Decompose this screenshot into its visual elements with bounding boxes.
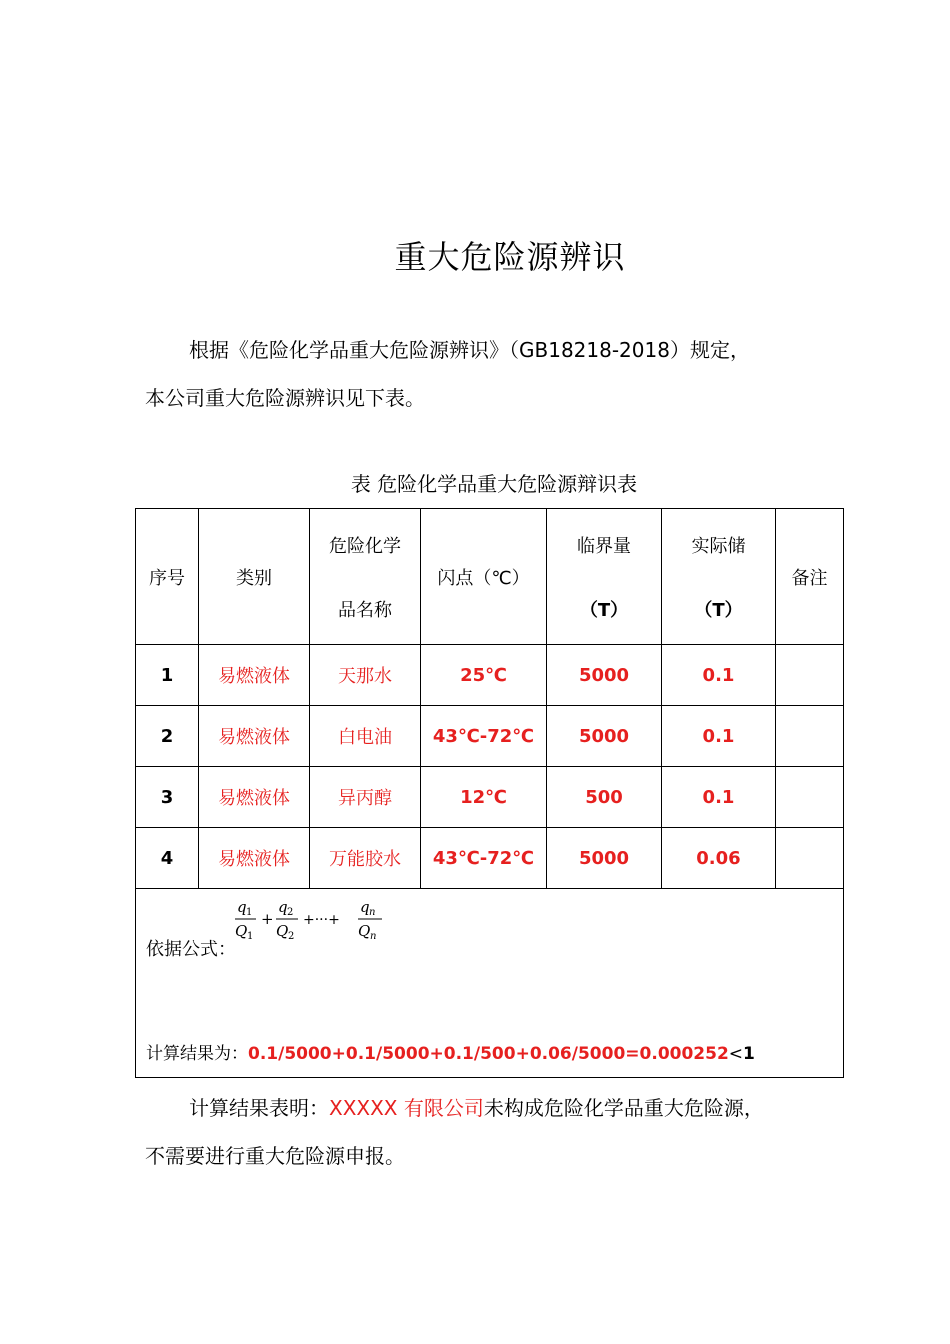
conclusion-line-2: 不需要进行重大危险源申报。 — [145, 1144, 405, 1168]
hazard-table — [135, 508, 844, 1078]
cell-seq: 3 — [136, 767, 199, 828]
cell-critical: 5000 — [547, 645, 662, 706]
formula-basis-label: 依据公式： — [146, 939, 236, 960]
table-caption: 表 危险化学品重大危险源辩识表 — [350, 472, 638, 496]
formula-q2: q — [278, 898, 288, 916]
table-row — [136, 767, 844, 828]
cell-category: 易燃液体 — [199, 645, 310, 706]
table-row — [136, 706, 844, 767]
cell-remark — [776, 706, 844, 767]
header-critical: 临界量 （T） — [547, 509, 662, 645]
cell-storage: 0.06 — [662, 828, 776, 889]
result-lt: < — [728, 1044, 744, 1064]
header-name: 危险化学 品名称 — [310, 509, 421, 645]
formula-qn-sub: n — [369, 907, 376, 918]
formula-qn: q — [360, 898, 370, 916]
cell-remark — [776, 828, 844, 889]
result-label: 计算结果为： — [146, 1044, 248, 1064]
cell-remark — [776, 767, 844, 828]
header-storage: 实际储 （T） — [662, 509, 776, 645]
intro-line-1: 根据《危险化学品重大危险源辨识》（GB18218-2018）规定， — [189, 338, 750, 362]
cell-flash: 25℃ — [421, 645, 547, 706]
cell-name: 白电油 — [310, 706, 421, 767]
table-row — [136, 828, 844, 889]
formula-q2-sub: 2 — [287, 907, 294, 918]
formula-dots: +···+ — [303, 912, 340, 928]
formula-Q2: Q — [276, 922, 289, 940]
page-title: 重大危险源辨识 — [394, 238, 626, 276]
conclusion-paragraph — [145, 1084, 835, 1180]
formula-Qn-sub: n — [370, 931, 377, 942]
formula-q1-sub: 1 — [246, 907, 253, 918]
cell-category: 易燃液体 — [199, 706, 310, 767]
cell-critical: 5000 — [547, 828, 662, 889]
header-seq: 序号 — [136, 509, 199, 645]
cell-name: 万能胶水 — [310, 828, 421, 889]
cell-storage: 0.1 — [662, 645, 776, 706]
header-category: 类别 — [199, 509, 310, 645]
table-row — [136, 645, 844, 706]
formula-q1: q — [237, 898, 247, 916]
cell-name: 天那水 — [310, 645, 421, 706]
cell-seq: 1 — [136, 645, 199, 706]
cell-remark — [776, 645, 844, 706]
conclusion-line-1: 计算结果表明：XXXXX 有限公司未构成危险化学品重大危险源， — [189, 1096, 764, 1120]
result-expression: 0.1/5000+0.1/5000+0.1/500+0.06/5000=0.000252 — [248, 1044, 729, 1064]
intro-line-2: 本公司重大危险源辨识见下表。 — [145, 386, 425, 410]
cell-category: 易燃液体 — [199, 828, 310, 889]
company-name: XXXXX 有限公司 — [329, 1096, 484, 1120]
intro-paragraph — [145, 326, 835, 422]
cell-critical: 5000 — [547, 706, 662, 767]
formula-Qn: Q — [358, 922, 371, 940]
cell-storage: 0.1 — [662, 706, 776, 767]
header-flash: 闪点（℃） — [421, 509, 547, 645]
cell-category: 易燃液体 — [199, 767, 310, 828]
formula-row — [136, 889, 844, 1078]
formula-Q1: Q — [235, 922, 248, 940]
table-header-row — [136, 509, 844, 645]
formula-Q2-sub: 2 — [288, 931, 295, 942]
formula-plus: + — [261, 910, 274, 928]
cell-seq: 4 — [136, 828, 199, 889]
cell-seq: 2 — [136, 706, 199, 767]
cell-flash: 43℃-72℃ — [421, 706, 547, 767]
cell-flash: 12℃ — [421, 767, 547, 828]
header-remark: 备注 — [776, 509, 844, 645]
formula-cell — [136, 889, 844, 1078]
cell-name: 异丙醇 — [310, 767, 421, 828]
formula-image — [232, 895, 432, 945]
formula-Q1-sub: 1 — [247, 931, 254, 942]
cell-critical: 500 — [547, 767, 662, 828]
cell-flash: 43℃-72℃ — [421, 828, 547, 889]
calculation-result — [146, 1039, 755, 1064]
cell-storage: 0.1 — [662, 767, 776, 828]
result-one: 1 — [743, 1044, 755, 1064]
